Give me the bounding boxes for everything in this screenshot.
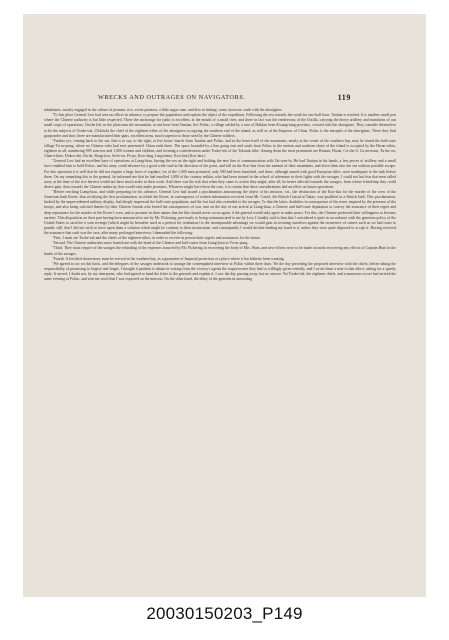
running-title: WRECKS AND OUTRAGES ON NAVIGATORS.	[98, 94, 246, 101]
paragraph: "Further yet, coming back to the sea, that is to say, to the right, at five hours' march from Tautian and Poliac, and in the heart itself of the mountains, nearly at the center of the southern bay, may be found the half-caste village Tu-su-pong, where no Chinese ruler had ever penetrated. China ends there. The space bounded by a line going east and south from Poliac to the eastern and southern shore of the island is occupied by the Hwan tribes, eighteen in all, numbering 905 warriors and 1,000 women and children, and forming a confederation under Tooke-tok of the Tokatuk tribe. Among them the most prominent are Boutan, Hwan, Ca-che-li, Cu-an-noun, Tu-ku-ow, Chan-a-kine, Dokoo-ahi, Ba-ah, Bong-loot, Sa-le-on, Pe-po, Kow-lang, Ling-niano, Koo-lata (Koo-lata.)	[44, 138, 396, 159]
running-header	[44, 94, 351, 104]
paragraph: "Fourth. A fortified observatory must be erected at the southern bay, as a guarantee of Imperial protection at a place where it has hitherto been wanting.	[52, 256, 285, 261]
paragraph: "To this place General Lew had sent an officer in advance, to prepare the population and explain the object of the expedition. Following the sea towards the south for one-half hour, Tautian is reached. It is another small port where the Chinese authority is but little respected. There the anchorage for junks is excellent, at the mouth of a small river, and there in fact was the rendezvous of the flotilla, carrying the heavy artillery and munitions of our small corps of operations. On the left, in the plain near the mountains, at one hour from Tautian, lies Poliac, a village settled by a race of Hakkas from Kwang-tung province, crossed with the aborigines. They consider themselves to be the subjects of Tooke-tok, (Tokitok) the chief of the eighteen tribes of the aborigines occupying the southern end of the island, as well as of the Emperor of China. Poliac is the entrepôt of the aborigines. There they find gunpowder and shot; there are manufactured their guns, excellent arms, much superior to those used by the Chinese soldiers.	[44, 113, 396, 138]
paragraph: "Second. The Chinese authorities must furnish me with the bond of the Chinese and half-castes from Liang-kiau to Tu-su-pong.	[52, 241, 249, 246]
paragraph: "First. I must see Tooke-tok and the chiefs of the eighteen tribes, in order to receive in person their regrets and assurances for the future.	[52, 236, 262, 241]
body-text	[44, 108, 396, 594]
page-number: 119	[337, 93, 351, 102]
paragraph: inhabitants, mostly engaged in the culture of peanuts, rice, sweet potatoes, a little sugar cane, and also in fishing; some, however, trade with the aborigines.	[44, 108, 283, 112]
image-caption: 20030150203_P149	[146, 604, 303, 623]
paragraph: "Before reaching Liang-kiau, and while preparing for his advance, General Lew had issued a proclamation announcing the object of his mission, viz., the destruction of the Koo-lata for the murder of the crew of the American bark Rover, thus rectifying the first proclamation, in which the Rover, in consequence of written information received from Mr. Carrol, the British Consul at Takao, was qualified as a British bark. This proclamation, backed by the unprecedented military display, had deeply impressed the half-caste population, and the fact had also extended to the savages. To that the latter, doubtless in consequence of the terror inspired by the presence of the troops, and also being solicited thereto by their Chinese friends who feared the consequences of war, sent on the day of our arrival at Liang-kiau, a Chinese and half-caste deputation to convey the assurance of their regret and deep repentance for the murder of the Rover's crew, and to promise in their names that the like should never occur again, if the general would only agree to make peace. For this, the Chinese professed their willingness to become sureties. This disposition on their part having been announced to me by Mr. Pickering, previously to being communicated to me by Lew, I frankly said to him that I considered it quite in accordance with the generous policy of the United States to sacrifice a vain revenge (which might be hereafter used as a pretext for retaliation) to the incomparable advantage we would gain in securing ourselves against the recurrence of crimes such as we had come to punish; still, that I did not wish to force upon them a solution which might be contrary to their instructions, and consequently I would decline lending my hand to it, unless they were quite disposed to accept it. Having received the assurance that such was the case, after many prolonged interviews I demanded the following:	[44, 190, 396, 235]
paragraph: "Third. They must require of the savages the refunding of the expenses incurred by Mr. Pickering in recovering the body of Mrs. Hunt, and new efforts were to be made towards recovering any effects of Captain Hunt in the hands of the savages.	[44, 246, 396, 256]
paragraph: "General Lew had an excellent base of operations at Liang-kiau, having the sea on the right and holding the new line of communication with Tai-wan-fu. He had Tautian in his hands, a few pieces of artillery and a small force enabled him to hold Poliac, and his army could advance by a good wide road in the direction of the point, and fall on the Koo-lata from the summit of their mountains, and drive them into the sea without possible escape. For this operation it is well that he did not require a large force of regulars; for of the 1,000 men promised, only 500 had been furnished, and these, although armed with good European rifles, were inadequate to the task before them. On my remarking this to the general, he informed me that he had enrolled 1,000 of the country militia, who had been trained in the school of adventure in their fights with the savages. I could not but fear that men called away at the time of the rice harvest would not have much ardor in their work. And there was the risk that when they came to action they might, after all, be better affected towards the savages, from whose friendship they could derive gain, than towards the Chinese authority, that would only make promises. Whatever might have been the case, it is certain that these considerations had an effect on future operations.	[44, 159, 396, 189]
paragraph: "We agreed to act on this basis, and the delegates of the savages undertook to arrange the contemplated interview at Poliac within three days. Yet the day preceding the proposed interview with the chiefs, before taking the responsibility of promising to forgive and forget, I thought it prudent to obtain in writing from the viceroy's agents the acquiescence they had so willingly given verbally, and I wrote them a note to that effect, asking for a speedy reply. It served, I doubt not, by my interpreter, who had agreed to hand the letter to the generals and explain it. I saw the day passing away, but no answer. Yet Tooke-tok, the eighteen chiefs, and a numerous escort had arrived the same evening at Poliac, and sent me word that I was expected on the morrow. On the other hand, the delay of the generals in answering	[44, 261, 396, 282]
